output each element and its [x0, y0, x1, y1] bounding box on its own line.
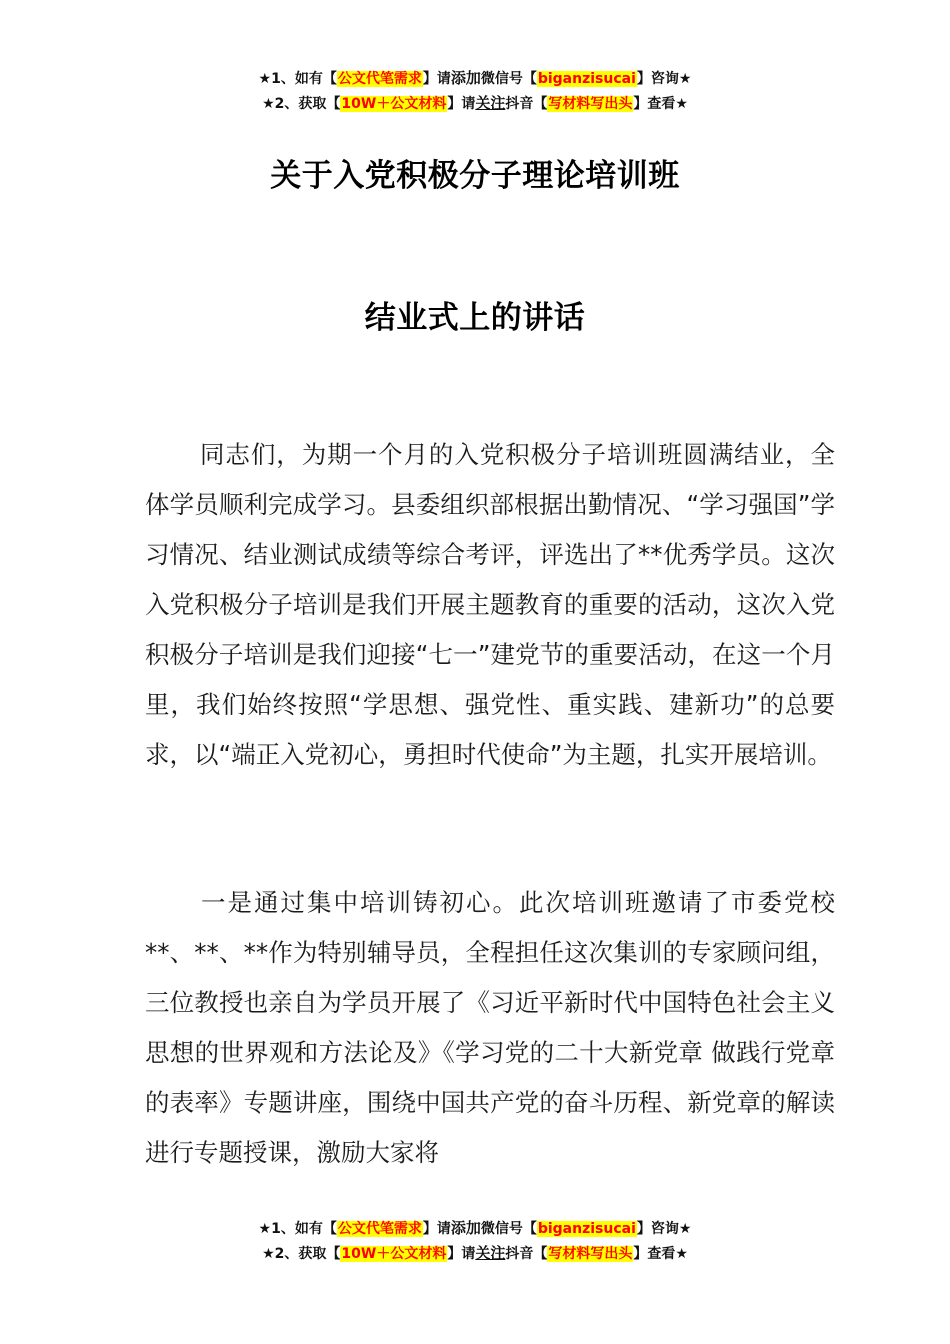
- banner-text: 】请: [422, 71, 451, 87]
- banner-text: 】请: [422, 1221, 451, 1237]
- footer-banner: [0, 1216, 950, 1266]
- banner-text: 】查看★: [633, 1246, 688, 1262]
- douyin-id-highlight: 写材料写出头: [548, 96, 633, 112]
- paragraph-text: 同志们，为期一个月的入党积极分子培训班圆满结业，全体学员顺利完成学习。县委组织部根据出勤情况、“学习强国”学习情况、结业测试成绩等综合考评，评选出了**优秀学员。这次入党积极分子培训是我们开展主题教育的重要的活动，这次入党积极分子培训是我们迎接“七一”建党节的重要活动，在这一个月里，我们始终按照“学思想、强党性、重实践、建新功”的总要求，以“端正入党初心，勇担时代使命”为主题，扎实开展培训。: [145, 440, 835, 769]
- banner-text: 】咨询★: [636, 1221, 692, 1237]
- material-highlight: 10W＋公文材料: [341, 96, 447, 112]
- banner-text: 关注: [475, 94, 506, 112]
- banner-text: 】查看★: [633, 96, 688, 112]
- document-title-line-2: 结业式上的讲话: [364, 300, 586, 336]
- body-paragraph-2: [145, 878, 835, 1178]
- banner-text: ★2、获取【: [262, 96, 341, 112]
- banner-text: 关注: [475, 1244, 506, 1262]
- banner-text: ★2、获取【: [262, 1246, 341, 1262]
- paragraph-text: 一是通过集中培训铸初心。此次培训班邀请了市委党校**、**、**作为特别辅导员，全程担任这次集训的专家顾问组，三位教授也亲自为学员开展了《习近平新时代中国特色社会主义思想的世界观和方法论及》《学习党的二十大新党章 做践行党章的表率》专题讲座，围绕中国共产党的奋斗历程、新党章的解读进行专题授课，激励大家将: [145, 888, 835, 1167]
- banner-text: 微信号【: [480, 1221, 537, 1237]
- banner-text: 】咨询★: [636, 71, 692, 87]
- header-banner: [0, 66, 950, 116]
- banner-text: 添加: [450, 69, 481, 87]
- service-highlight: 公文代笔需求: [337, 71, 422, 87]
- banner-text: ★1、如有【: [258, 71, 337, 87]
- banner-line-2: [0, 91, 950, 116]
- banner-text: 】请: [447, 1246, 476, 1262]
- service-highlight: 公文代笔需求: [337, 1221, 422, 1237]
- banner-text: 抖音【: [505, 1246, 548, 1262]
- wechat-id-highlight: biganzisucai: [537, 71, 636, 87]
- banner-text: 微信号【: [480, 71, 537, 87]
- banner-text: 添加: [450, 1219, 481, 1237]
- banner-text: 抖音【: [505, 96, 548, 112]
- banner-line-1: [0, 1216, 950, 1241]
- wechat-id-highlight: biganzisucai: [537, 1221, 636, 1237]
- banner-line-1: [0, 66, 950, 91]
- banner-text: ★1、如有【: [258, 1221, 337, 1237]
- material-highlight: 10W＋公文材料: [341, 1246, 447, 1262]
- douyin-id-highlight: 写材料写出头: [548, 1246, 633, 1262]
- banner-text: 】请: [447, 96, 476, 112]
- body-paragraph-1: [145, 430, 835, 780]
- document-title-line-1: 关于入党积极分子理论培训班: [270, 158, 680, 194]
- banner-line-2: [0, 1241, 950, 1266]
